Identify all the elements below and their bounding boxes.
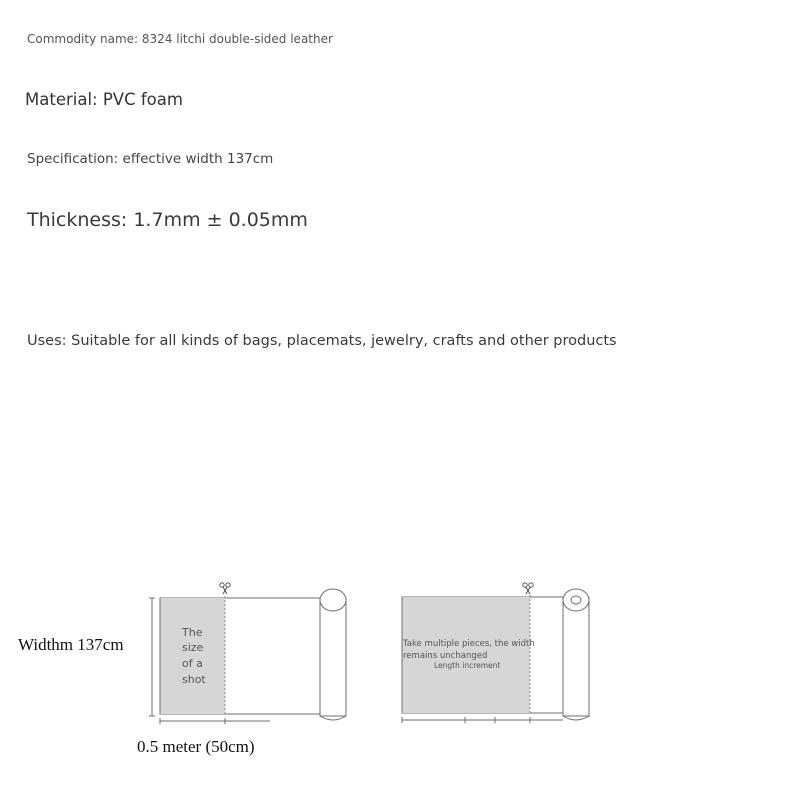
shot-word-3: of a (182, 657, 203, 670)
shot-word-1: The (182, 626, 203, 639)
multiple-pieces-diagram (385, 578, 615, 738)
roll-end (320, 589, 346, 611)
length-label: 0.5 meter (50cm) (137, 737, 255, 756)
roll-bottom (320, 716, 346, 720)
single-shot-diagram (140, 578, 360, 738)
roll-core-right (571, 596, 581, 604)
scissors-icon (220, 583, 230, 594)
multi-caption-line-1: Take multiple pieces, the width (403, 639, 535, 649)
multi-caption-line-3: Length increment (434, 661, 501, 670)
thickness-line: Thickness: 1.7mm ± 0.05mm (27, 209, 308, 231)
multiple-pieces-illustration (385, 578, 615, 738)
commodity-name: Commodity name: 8324 litchi double-sided leather (27, 32, 333, 46)
shot-word-4: shot (182, 673, 206, 686)
material-line: Material: PVC foam (25, 90, 183, 109)
shaded-piece (160, 598, 225, 714)
single-shot-illustration (140, 578, 360, 738)
width-label: Widthm 137cm (18, 635, 124, 654)
uses-line: Uses: Suitable for all kinds of bags, placemats, jewelry, crafts and other products (27, 333, 617, 349)
scissors-icon (523, 583, 533, 594)
roll-bottom-right (563, 716, 589, 720)
specification-line: Specification: effective width 137cm (27, 151, 274, 167)
roll-body-right (563, 598, 589, 716)
shot-word-2: size (182, 641, 204, 654)
multi-caption-line-2: remains unchanged (403, 651, 488, 661)
roll-body (320, 598, 346, 716)
